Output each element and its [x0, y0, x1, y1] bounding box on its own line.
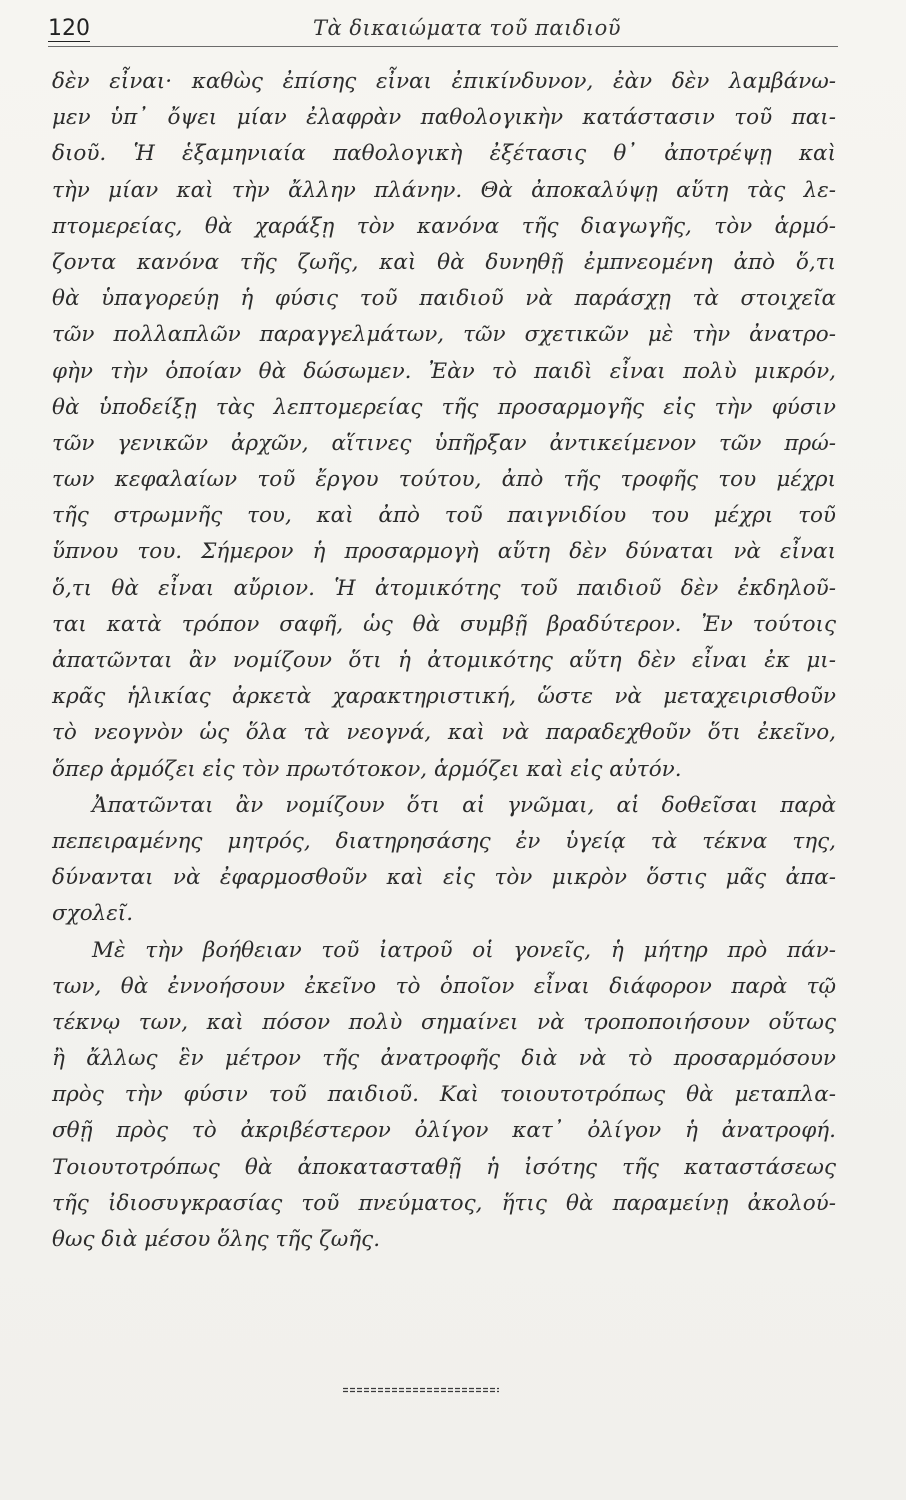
text-line: Μὲ τὴν βοήθειαν τοῦ ἰατροῦ οἱ γονεῖς, ἡ μήτηρ πρὸ πάν- [92, 937, 836, 963]
text-line: δὲν εἶναι· καθὼς ἐπίσης εἶναι ἐπικίνδυνον, ἐὰν δὲν λαμβάνω- [52, 69, 836, 94]
paragraph [52, 933, 836, 1259]
text-line: θὰ ὑπαγορεύῃ ἡ φύσις τοῦ παιδιοῦ νὰ παράσχῃ τὰ στοιχεῖα [52, 286, 836, 312]
text-line: διοῦ. Ἡ ἑξαμηνιαία παθολογικὴ ἐξέτασις θ᾿ ἀποτρέψῃ καὶ [52, 141, 836, 167]
text-line: ται κατὰ τρόπον σαφῆ, ὡς θὰ συμβῇ βραδύτερον. Ἐν τούτοις [52, 611, 836, 637]
text-line: μεν ὑπ᾿ ὄψει μίαν ἐλαφρὰν παθολογικὴν κατάστασιν τοῦ παι- [52, 105, 836, 131]
text-line: σθῇ πρὸς τὸ ἀκριβέστερον ὀλίγον κατ᾿ ὀλίγον ἡ ἀνατροφή. [52, 1118, 836, 1144]
paragraph [52, 64, 836, 788]
text-line: τῶν πολλαπλῶν παραγγελμάτων, τῶν σχετικῶν μὲ τὴν ἀνατρο- [52, 322, 836, 348]
text-line: πρὸς τὴν φύσιν τοῦ παιδιοῦ. Καὶ τοιουτοτρόπως θὰ μεταπλα- [52, 1082, 836, 1108]
text-line: ἀπατῶνται ἂν νομίζουν ὅτι ἡ ἀτομικότης αὕτη δὲν εἶναι ἐκ μι- [52, 648, 836, 673]
body-text [52, 64, 836, 1258]
text-line: τέκνῳ των, καὶ πόσον πολὺ σημαίνει νὰ τροποποιήσουν οὕτως [52, 1009, 836, 1035]
text-line: ὅπερ ἁρμόζει εἰς τὸν πρωτότοκον, ἁρμόζει καὶ εἰς αὐτόν. [52, 756, 682, 782]
text-line: δύνανται νὰ ἐφαρμοσθοῦν καὶ εἰς τὸν μικρὸν ὅστις μᾶς ἀπα- [52, 865, 836, 891]
text-line: των, θὰ ἐννοήσουν ἐκεῖνο τὸ ὁποῖον εἶναι διάφορον παρὰ τῷ [52, 973, 836, 999]
text-line: ζοντα κανόνα τῆς ζωῆς, καὶ θὰ δυνηθῇ ἐμπνεομένη ἀπὸ ὅ,τι [52, 249, 836, 275]
page-number: 120 [48, 16, 90, 41]
text-line: τῆς ἰδιοσυγκρασίας τοῦ πνεύματος, ἥτις θὰ παραμείνῃ ἀκολού- [52, 1190, 836, 1216]
header-rule [48, 46, 838, 47]
text-line: ὅ,τι θὰ εἶναι αὔριον. Ἡ ἀτομικότης τοῦ παιδιοῦ δὲν ἐκδηλοῦ- [52, 575, 836, 601]
text-line: φὴν τὴν ὁποίαν θὰ δώσωμεν. Ἐὰν τὸ παιδὶ εἶναι πολὺ μικρόν, [52, 358, 836, 384]
text-line: τὸ νεογνὸν ὡς ὅλα τὰ νεογνά, καὶ νὰ παραδεχθοῦν ὅτι ἐκεῖνο, [52, 720, 836, 746]
text-line: τὴν μίαν καὶ τὴν ἄλλην πλάνην. Θὰ ἀποκαλύψῃ αὕτη τὰς λε- [52, 177, 836, 203]
text-line: θὰ ὑποδείξῃ τὰς λεπτομερείας τῆς προσαρμογῆς εἰς τὴν φύσιν [52, 394, 836, 420]
text-line: ὕπνου του. Σήμερον ἡ προσαρμογὴ αὕτη δὲν δύναται νὰ εἶναι [52, 539, 836, 565]
paragraph [52, 788, 836, 933]
text-line: των κεφαλαίων τοῦ ἔργου τούτου, ἀπὸ τῆς τροφῆς του μέχρι [52, 467, 836, 493]
text-line: Τοιουτοτρόπως θὰ ἀποκατασταθῇ ἡ ἰσότης τῆς καταστάσεως [52, 1154, 836, 1180]
text-line: σχολεῖ. [52, 901, 134, 927]
text-line: τῶν γενικῶν ἀρχῶν, αἵτινες ὑπῆρξαν ἀντικείμενον τῶν πρώ- [52, 430, 836, 456]
text-line: Ἀπατῶνται ἂν νομίζουν ὅτι αἱ γνῶμαι, αἱ δοθεῖσαι παρὰ [92, 792, 836, 818]
end-ornament-rule [343, 1387, 499, 1393]
text-line: ἢ ἄλλως ἓν μέτρον τῆς ἀνατροφῆς διὰ νὰ τὸ προσαρμόσουν [52, 1046, 836, 1072]
running-title: Τὰ δικαιώματα τοῦ παιδιοῦ [313, 16, 622, 40]
text-line: θως διὰ μέσου ὅλης τῆς ζωῆς. [52, 1227, 381, 1252]
text-line: κρᾶς ἡλικίας ἀρκετὰ χαρακτηριστική, ὥστε νὰ μεταχειρισθοῦν [52, 684, 836, 710]
text-line: πεπειραμένης μητρός, διατηρησάσης ἐν ὑγείᾳ τὰ τέκνα της, [52, 828, 836, 854]
text-line: πτομερείας, θὰ χαράξῃ τὸν κανόνα τῆς διαγωγῆς, τὸν ἁρμό- [52, 213, 836, 239]
page-header [48, 14, 838, 48]
text-line: τῆς στρωμνῆς του, καὶ ἀπὸ τοῦ παιγνιδίου του μέχρι τοῦ [52, 503, 836, 529]
